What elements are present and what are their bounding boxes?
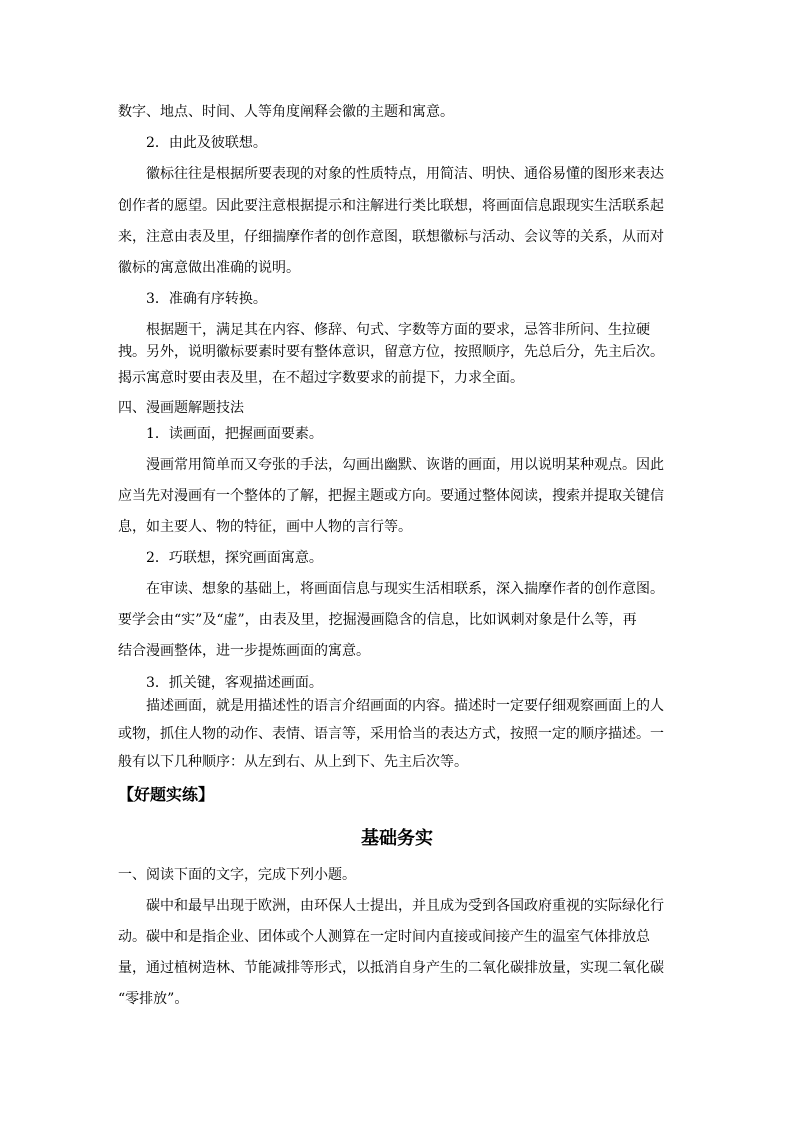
paragraph-line: “零排放”。 [118, 991, 189, 1007]
paragraph-line: 或物，抓住人物的动作、表情、语言等，采用恰当的表达方式，按照一定的顺序描述。一 [118, 726, 664, 742]
practice-heading: 【好题实练】 [118, 785, 215, 804]
paragraph-line: 漫画常用简单而又夸张的手法，勾画出幽默、诙谐的画面，用以说明某种观点。因此 [146, 457, 664, 473]
paragraph-line: 结合漫画整体，进一步提炼画面的寓意。 [118, 643, 370, 659]
paragraph-line: 根据题干，满足其在内容、修辞、句式、字数等方面的要求，忌答非所问、生拉硬 [146, 322, 650, 338]
subheading: 2．巧联想，探究画面寓意。 [146, 550, 323, 566]
subheading: 1．读画面，把握画面要素。 [146, 426, 323, 442]
paragraph-line: 揭示寓意时要由表及里，在不超过字数要求的前提下，力求全面。 [118, 370, 524, 386]
subtitle: 基础务实 [361, 828, 433, 849]
paragraph-line: 徽标往往是根据所要表现的对象的性质特点，用简洁、明快、通俗易懂的图形来表达 [146, 166, 664, 182]
paragraph-line: 般有以下几种顺序：从左到右、从上到下、先主后次等。 [118, 754, 468, 770]
subheading: 2．由此及彼联想。 [146, 135, 267, 151]
paragraph-line: 描述画面，就是用描述性的语言介绍画面的内容。描述时一定要仔细观察画面上的人 [146, 698, 664, 714]
paragraph-line: 数字、地点、时间、人等角度阐释会徽的主题和寓意。 [118, 104, 454, 120]
paragraph-line: 创作者的愿望。因此要注意根据提示和注解进行类比联想，将画面信息跟现实生活联系起 [118, 198, 664, 214]
section-heading: 四、漫画题解题技法 [118, 400, 244, 416]
paragraph-line: 来，注意由表及里，仔细揣摩作者的创作意图，联想徽标与活动、会议等的关系，从而对 [118, 229, 664, 245]
subheading: 3．准确有序转换。 [146, 291, 267, 307]
paragraph-line: 应当先对漫画有一个整体的了解，把握主题或方向。要通过整体阅读，搜索并提取关键信 [118, 488, 664, 504]
paragraph-line: 在审读、想象的基础上，将画面信息与现实生活相联系，深入揣摩作者的创作意图。 [146, 581, 664, 597]
paragraph-line: 拽。另外，说明徽标要素时要有整体意识，留意方位，按照顺序，先总后分，先主后次。 [118, 344, 664, 360]
paragraph-line: 碳中和最早出现于欧洲，由环保人士提出，并且成为受到各国政府重视的实际绿化行 [146, 898, 664, 914]
paragraph-line: 动。碳中和是指企业、团体或个人测算在一定时间内直接或间接产生的温室气体排放总 [118, 929, 650, 945]
question-intro: 一、阅读下面的文字，完成下列小题。 [118, 867, 356, 883]
subheading: 3．抓关键，客观描述画面。 [146, 675, 323, 691]
paragraph-line: 要学会由“实”及“虚”，由表及里，挖掘漫画隐含的信息，比如讽刺对象是什么等，再 [118, 612, 637, 628]
paragraph-line: 息，如主要人、物的特征，画中人物的言行等。 [118, 519, 412, 535]
paragraph-line: 量，通过植树造林、节能减排等形式，以抵消自身产生的二氧化碳排放量，实现二氧化碳 [118, 960, 664, 976]
paragraph-line: 徽标的寓意做出准确的说明。 [118, 260, 300, 276]
